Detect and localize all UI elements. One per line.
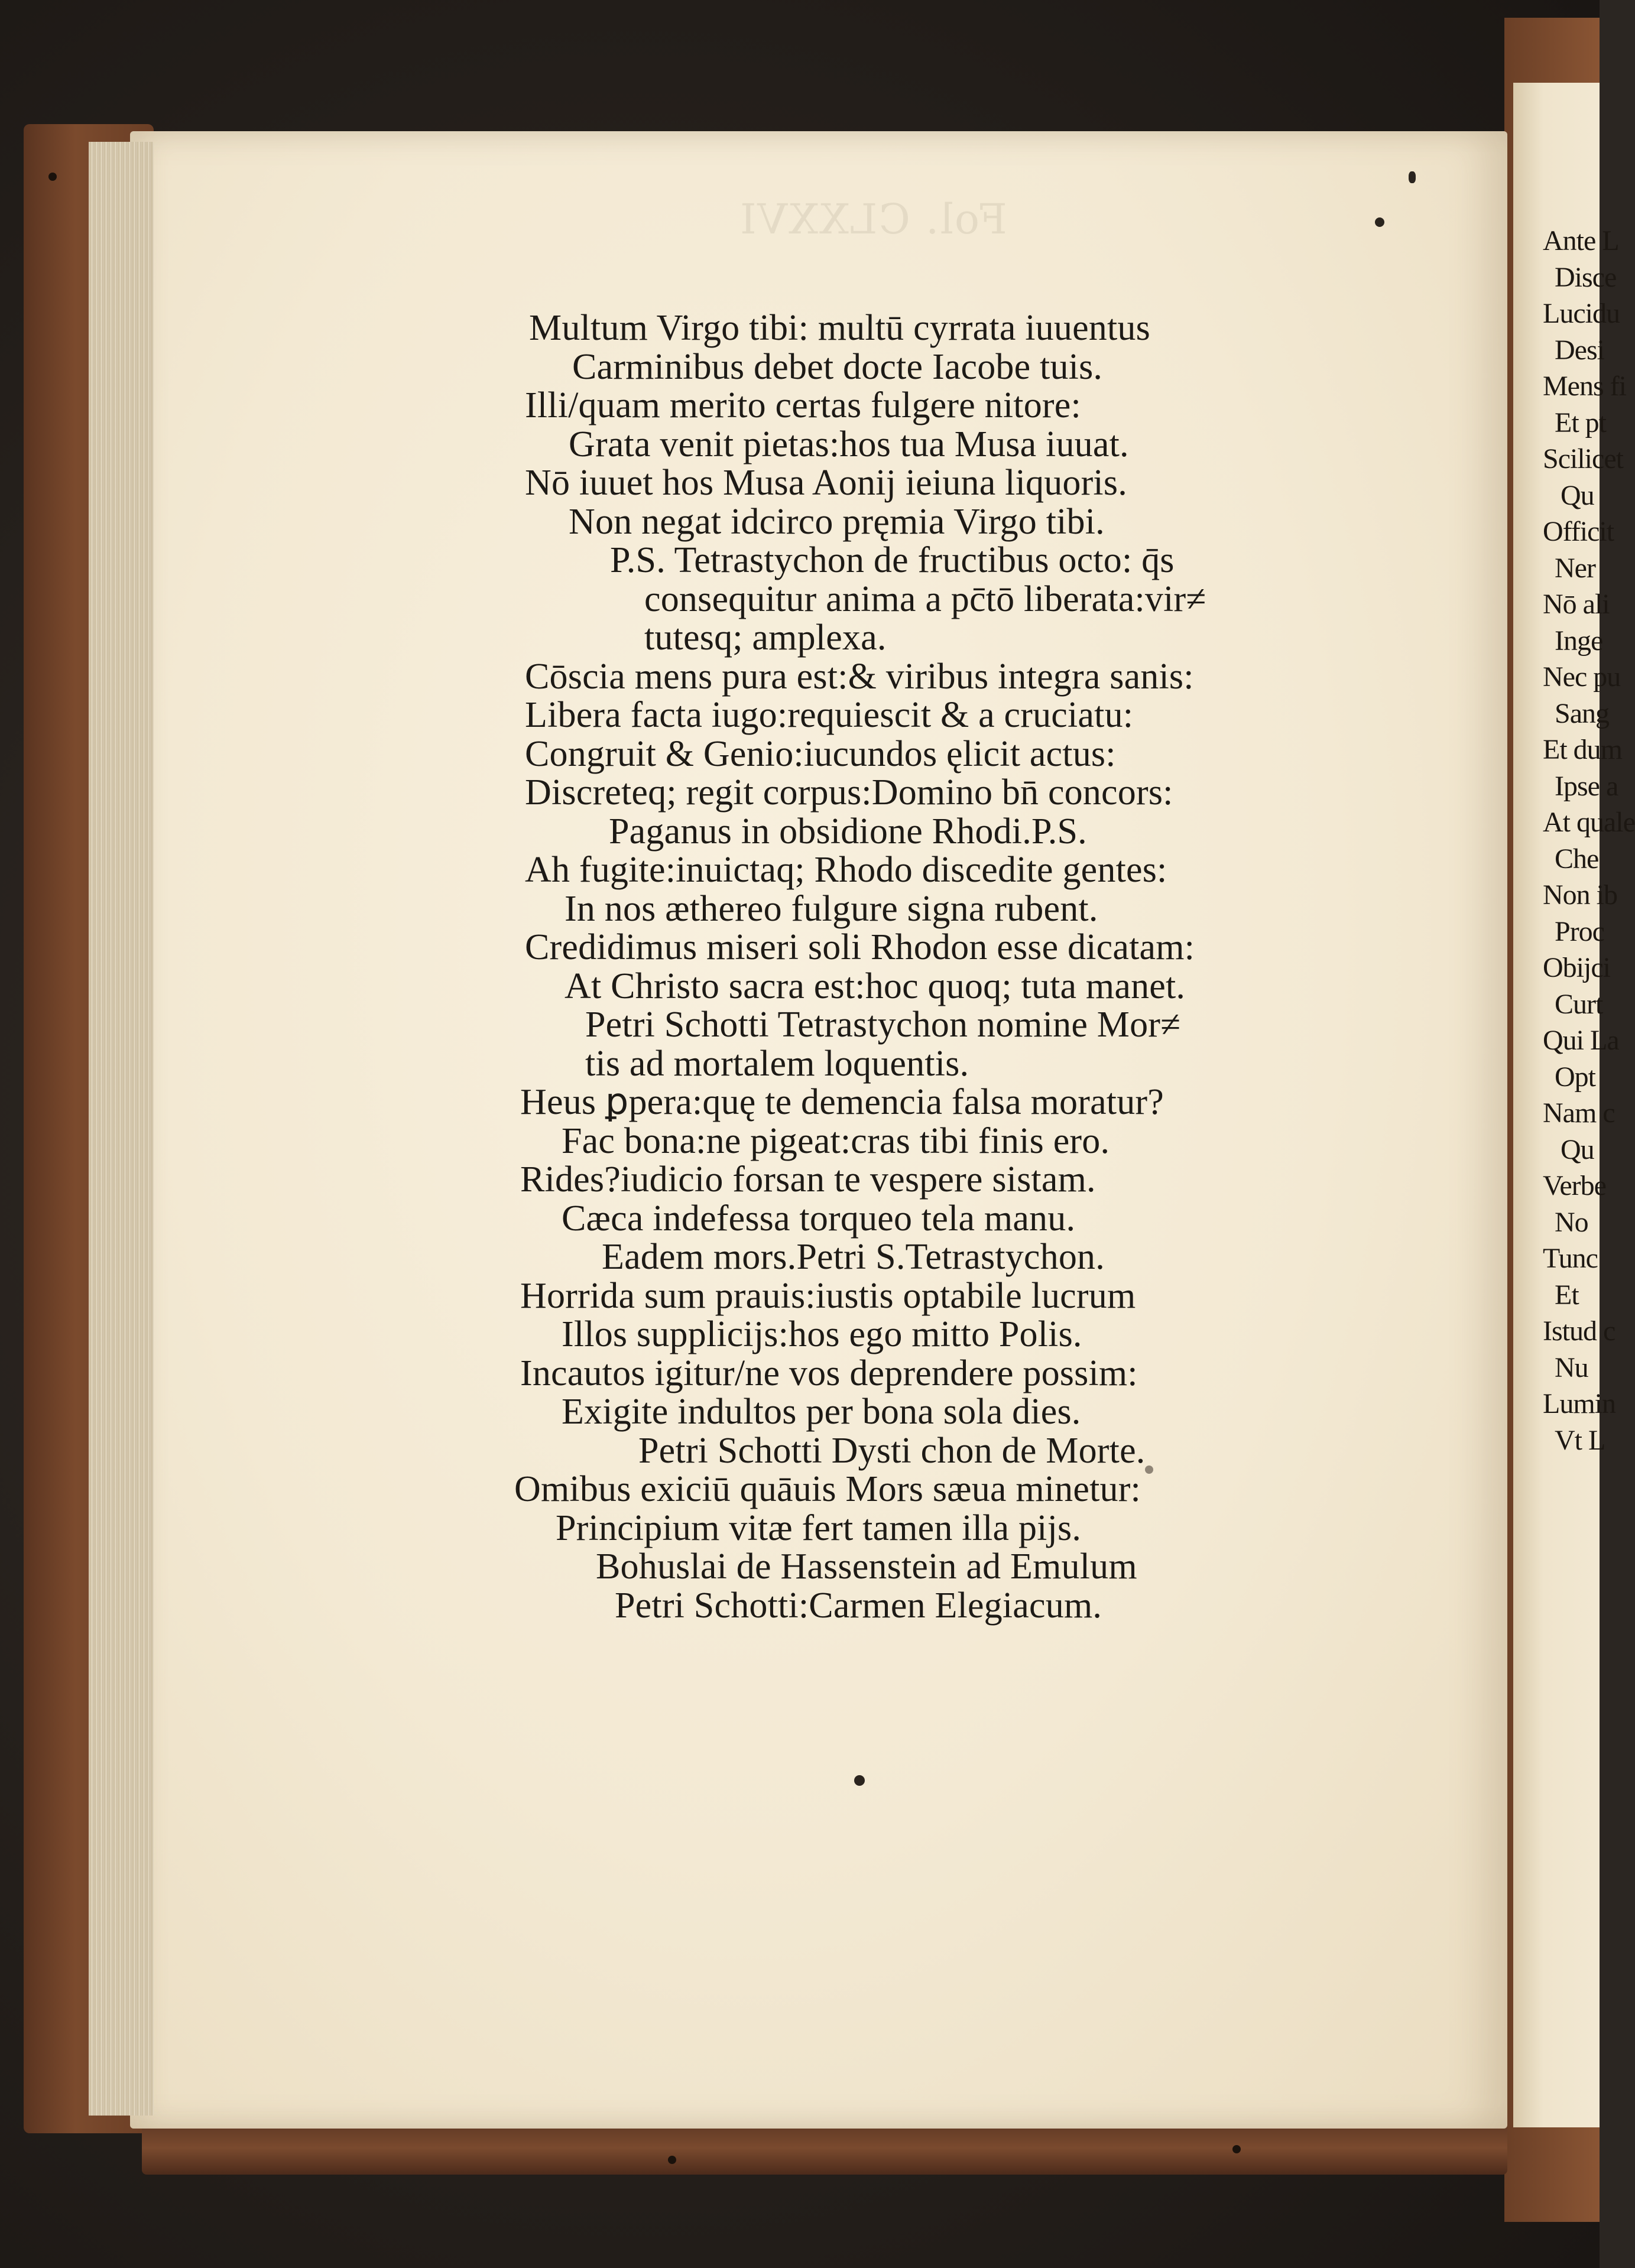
facing-text-line: Nec pu <box>1543 661 1621 693</box>
text-line: Principium vitæ fert tamen illa pijs. <box>556 1507 1082 1548</box>
facing-text-line: Curt <box>1555 988 1603 1020</box>
facing-text-line: Nam c <box>1543 1097 1615 1129</box>
text-line: Petri Schotti Tetrastychon nomine Mor≠ <box>585 1005 1181 1045</box>
text-line: Cæca indefessa torqueo tela manu. <box>562 1198 1076 1239</box>
facing-text-line: Proc <box>1555 915 1604 947</box>
text-line: Petri Schotti:Carmen Elegiacum. <box>615 1585 1102 1626</box>
facing-text-line: Istud c <box>1543 1315 1615 1347</box>
facing-text-line: Et <box>1555 1279 1579 1311</box>
ink-spot <box>1409 171 1416 183</box>
bottom-binding-cover <box>142 2121 1507 2175</box>
facing-text-line: Qu <box>1561 1133 1594 1165</box>
cover-nail-bottom-left <box>1232 2145 1241 2153</box>
ink-smudge <box>1145 1466 1153 1474</box>
running-head: Fol. CLXXVI <box>739 195 1007 243</box>
facing-text-line: Ner <box>1555 552 1595 584</box>
text-line: tis ad mortalem loquentis. <box>585 1043 969 1084</box>
facing-text-line: Qu <box>1561 479 1594 511</box>
text-line: Ah fugite:inuictaq; Rhodo discedite gentes: <box>525 850 1167 890</box>
facing-text-line: Disce <box>1555 261 1617 293</box>
facing-text-line: Officit <box>1543 516 1614 547</box>
text-line: Credidimus miseri soli Rhodon esse dicatam: <box>525 927 1195 967</box>
text-line: Libera facta iugo:requiescit & a cruciatu: <box>525 695 1134 735</box>
text-line: Omibus exiciū quāuis Mors sæua minetur: <box>514 1469 1141 1509</box>
text-line: Non negat idcirco pręmia Virgo tibi. <box>569 501 1105 542</box>
facing-text-line: Tunc <box>1543 1243 1598 1274</box>
facing-text-line: Vt L <box>1555 1424 1605 1456</box>
facing-text-line: No <box>1555 1206 1588 1238</box>
facing-text-line: Et dum <box>1543 734 1622 765</box>
text-line: Eadem mors.Petri S.Tetrastychon. <box>602 1237 1105 1277</box>
facing-text-line: Inge <box>1555 625 1603 657</box>
text-line: Rides?iudicio forsan te vespere sistam. <box>520 1159 1096 1200</box>
text-line: In nos æthereo fulgure signa rubent. <box>565 888 1098 929</box>
text-line: Horrida sum prauis:iustis optabile lucrum <box>520 1275 1136 1316</box>
facing-text-line: Che <box>1555 843 1599 875</box>
text-line: Grata venit pietas:hos tua Musa iuuat. <box>569 424 1129 464</box>
text-line: P.S. Tetrastychon de fructibus octo: q̄s <box>610 540 1175 580</box>
page-edges <box>89 142 154 2116</box>
text-line: Carminibus debet docte Iacobe tuis. <box>572 346 1103 387</box>
text-line: tutesq; amplexa. <box>644 618 887 658</box>
text-line: consequitur anima a pc̄tō liberata:vir≠ <box>644 579 1206 619</box>
text-line: Congruit & Genio:iucundos ęlicit actus: <box>525 733 1116 774</box>
facing-text-line: Nō ali <box>1543 589 1610 620</box>
cover-nail-top-left <box>48 173 57 181</box>
ink-spot <box>854 1775 865 1786</box>
facing-text-line: Desi <box>1555 334 1604 366</box>
text-line: Multum Virgo tibi: multū cyrrata iuuentus <box>529 308 1150 348</box>
facing-text-line: Et pt <box>1555 407 1606 438</box>
facing-text-line: Non ib <box>1543 879 1617 911</box>
facing-text-line: Obijci <box>1543 952 1610 983</box>
text-line: Petri Schotti Dysti chon de Morte. <box>638 1430 1146 1471</box>
text-line: Cōscia mens pura est:& viribus integra sanis: <box>525 656 1194 697</box>
facing-text-line: Sang <box>1555 697 1609 729</box>
text-line: Bohuslai de Hassenstein ad Emulum <box>596 1546 1137 1587</box>
text-line: Illos supplicijs:hos ego mitto Polis. <box>562 1314 1082 1354</box>
text-line: At Christo sacra est:hoc quoq; tuta manet. <box>565 966 1186 1006</box>
facing-text-line: Scilicet <box>1543 443 1623 475</box>
facing-text-line: Lucidu <box>1543 298 1620 329</box>
ink-spot <box>1375 217 1384 227</box>
text-line: Paganus in obsidione Rhodi.P.S. <box>609 811 1087 852</box>
facing-text-line: Nu <box>1555 1351 1588 1383</box>
facing-text-line: Lumin <box>1543 1388 1615 1419</box>
facing-text-line: At quale <box>1543 807 1635 838</box>
cover-nail-bottom-mid <box>668 2156 676 2164</box>
text-line: Exigite indultos per bona sola dies. <box>562 1392 1081 1432</box>
facing-text-line: Qui La <box>1543 1025 1619 1056</box>
text-line: Heus ꝑpera:quę te demencia falsa moratur? <box>520 1082 1164 1122</box>
text-line: Fac bona:ne pigeat:cras tibi finis ero. <box>562 1120 1110 1161</box>
facing-text-line: Opt <box>1555 1061 1595 1093</box>
facing-text-line: Mens fi <box>1543 371 1626 402</box>
facing-page <box>1513 83 1635 2127</box>
facing-text-line: Ante L <box>1543 225 1619 256</box>
text-line: Illi/quam merito certas fulgere nitore: <box>525 385 1081 425</box>
text-line: Discreteq; regit corpus:Domino bn̄ concors: <box>525 772 1173 813</box>
text-line: Incautos igitur/ne vos deprendere possim: <box>520 1353 1138 1393</box>
facing-text-line: Verbe <box>1543 1170 1606 1201</box>
text-line: Nō iuuet hos Musa Aonij ieiuna liquoris. <box>525 463 1127 503</box>
facing-text-line: Ipse a <box>1555 770 1618 802</box>
